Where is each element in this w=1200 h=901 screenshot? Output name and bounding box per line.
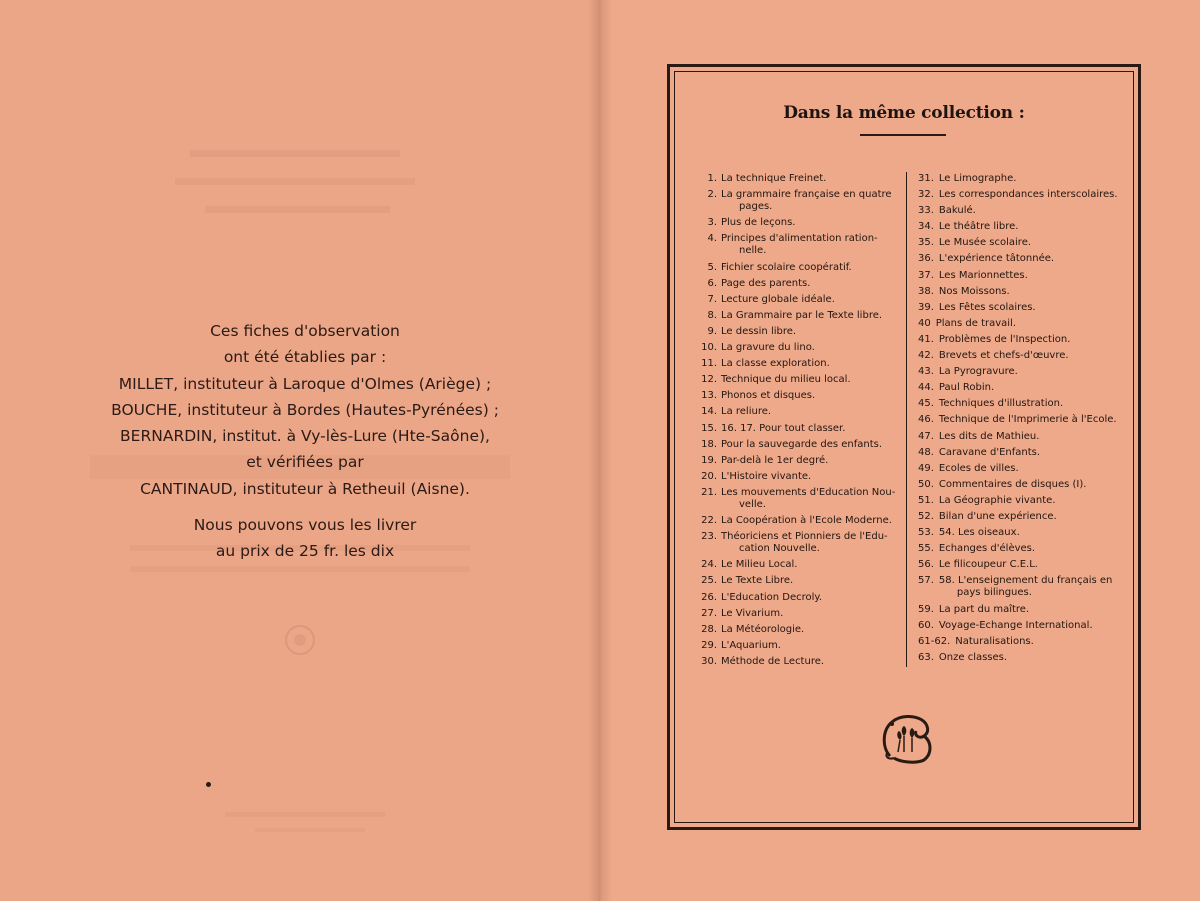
collection-item-title	[934, 348, 1130, 364]
collection-item-line: pages.	[739, 201, 773, 213]
collection-item	[695, 469, 897, 485]
collection-item-number: 36.	[918, 253, 934, 265]
collection-item-line: Caravane d'Enfants.	[938, 446, 1041, 458]
collection-item-title	[717, 308, 897, 324]
collection-item-title	[717, 171, 897, 187]
collection-item-line: Le Limographe.	[938, 173, 1017, 184]
collection-item-number: 53.	[918, 527, 934, 539]
collection-item-line: Bilan d'une expérience.	[938, 510, 1057, 522]
collection-item-number: 59.	[918, 603, 934, 615]
collection-item-number: 34.	[918, 221, 934, 233]
collection-item	[918, 364, 1130, 380]
collection-item-line: L'expérience tâtonnée.	[938, 253, 1055, 265]
collection-item-title	[717, 260, 897, 276]
collection-item-line: Technique du milieu local.	[721, 374, 851, 386]
collection-item	[918, 396, 1130, 412]
collection-item	[695, 260, 897, 276]
collection-item-number: 12.	[701, 374, 717, 386]
collection-item	[695, 388, 897, 404]
collection-item-line: Naturalisations.	[955, 635, 1034, 647]
collection-item	[918, 650, 1130, 666]
collection-item-line: La Pyrogravure.	[938, 366, 1018, 378]
collection-item-line: Echanges d'élèves.	[938, 543, 1036, 555]
collection-item	[695, 590, 897, 606]
collection-item-title	[934, 412, 1130, 428]
collection-item-title	[934, 429, 1130, 445]
collection-item	[695, 171, 897, 187]
collection-item-line: velle.	[739, 498, 766, 510]
collection-item-title	[717, 276, 897, 292]
collection-item-title	[934, 332, 1130, 348]
collection-item-number: 26.	[701, 591, 717, 603]
collection-item-line: Commentaires de disques (I).	[938, 478, 1087, 490]
collection-item-line: 58. L'enseignement du français en	[938, 575, 1113, 587]
collection-item-title	[717, 622, 897, 638]
collection-item-title	[934, 461, 1130, 477]
collection-item	[918, 573, 1130, 601]
collection-item-number: 19.	[701, 454, 717, 466]
collection-item	[695, 356, 897, 372]
collection-item	[695, 485, 897, 513]
collection-item-line: 16. 17. Pour tout classer.	[721, 422, 846, 434]
collection-item-line: L'Histoire vivante.	[721, 470, 812, 482]
collection-item-title	[934, 171, 1130, 187]
collection-item-number: 29.	[701, 639, 717, 651]
collection-item-number: 60.	[918, 619, 934, 631]
collection-item	[695, 557, 897, 573]
collection-item-number: 24.	[701, 559, 717, 571]
collection-item-line: La technique Freinet.	[721, 173, 827, 184]
collection-item-title	[934, 541, 1130, 557]
collection-item-title	[934, 235, 1130, 251]
collection-item-line: Onze classes.	[938, 651, 1008, 663]
credits-line: BERNARDIN, institut. à Vy-lès-Lure (Hte-Saône),	[120, 427, 490, 446]
collection-item	[695, 437, 897, 453]
collection-item-number: 6.	[707, 277, 717, 289]
column-divider	[906, 172, 907, 667]
collection-item-line: Les Marionnettes.	[938, 269, 1028, 281]
collection-item	[918, 634, 1130, 650]
collection-item-number: 28.	[701, 623, 717, 635]
collection-item-title	[934, 618, 1130, 634]
page-fold	[588, 0, 612, 901]
collection-item-title	[717, 421, 897, 437]
collection-item-number: 21.	[701, 486, 717, 498]
collection-item-number: 27.	[701, 607, 717, 619]
collection-item-title	[934, 477, 1130, 493]
collection-item-title	[934, 525, 1130, 541]
collection-item	[695, 231, 897, 259]
collection-item	[918, 187, 1130, 203]
collection-item-line: Le filicoupeur C.E.L.	[938, 559, 1038, 571]
collection-item-title	[931, 316, 1130, 332]
collection-item-number: 39.	[918, 301, 934, 313]
collection-item	[695, 638, 897, 654]
collection-item-title	[717, 485, 897, 513]
floral-ornament-icon	[880, 712, 936, 764]
collection-item-line: Fichier scolaire coopératif.	[721, 261, 852, 273]
collection-item-number: 61-62.	[918, 635, 951, 647]
collection-item	[695, 404, 897, 420]
collection-item-title	[934, 573, 1130, 601]
credits-line: CANTINAUD, instituteur à Retheuil (Aisne).	[140, 479, 470, 498]
collection-list-right	[918, 171, 1130, 666]
collection-item-number: 63.	[918, 651, 934, 663]
collection-item-line: Ecoles de villes.	[938, 462, 1019, 474]
collection-item-line: Nos Moissons.	[938, 285, 1010, 297]
collection-item-number: 35.	[918, 237, 934, 249]
collection-item-line: Le théâtre libre.	[938, 221, 1019, 233]
collection-item-number: 51.	[918, 494, 934, 506]
collection-item-number: 52.	[918, 510, 934, 522]
credits-block	[95, 318, 515, 565]
collection-item-title	[717, 557, 897, 573]
collection-item	[918, 525, 1130, 541]
collection-item-title	[717, 513, 897, 529]
collection-item-title	[934, 509, 1130, 525]
collection-item-title	[717, 453, 897, 469]
collection-item	[918, 618, 1130, 634]
collection-item	[695, 292, 897, 308]
collection-item	[918, 557, 1130, 573]
collection-item-line: Plans de travail.	[935, 317, 1017, 329]
collection-item-number: 42.	[918, 350, 934, 362]
collection-item-number: 40	[918, 317, 931, 329]
collection-item-number: 8.	[707, 309, 717, 321]
collection-item-line: Plus de leçons.	[721, 217, 796, 229]
collection-item	[918, 171, 1130, 187]
collection-item	[918, 412, 1130, 428]
collection-item-line: cation Nouvelle.	[739, 543, 820, 555]
collection-item-number: 7.	[707, 293, 717, 305]
collection-item-line: nelle.	[739, 245, 767, 257]
collection-item-line: La classe exploration.	[721, 358, 830, 370]
collection-item	[918, 332, 1130, 348]
collection-item-line: Les mouvements d'Education Nou-	[721, 486, 896, 498]
collection-item-line: La Grammaire par le Texte libre.	[721, 309, 883, 321]
collection-item	[695, 513, 897, 529]
collection-item-number: 5.	[707, 261, 717, 273]
collection-item-title	[934, 187, 1130, 203]
collection-item-title	[934, 268, 1130, 284]
collection-item-number: 49.	[918, 462, 934, 474]
collection-item-number: 44.	[918, 382, 934, 394]
collection-item	[695, 606, 897, 622]
collection-item-number: 13.	[701, 390, 717, 402]
collection-item	[695, 372, 897, 388]
collection-item-title	[717, 356, 897, 372]
collection-item	[918, 348, 1130, 364]
credits-line: Ces fiches d'observation	[210, 322, 400, 340]
collection-item-title	[717, 638, 897, 654]
collection-item-line: Méthode de Lecture.	[721, 655, 825, 667]
credits-line: BOUCHE, instituteur à Bordes (Hautes-Pyrénées) ;	[111, 400, 499, 419]
collection-item-line: Paul Robin.	[938, 382, 995, 394]
collection-item-number: 18.	[701, 438, 717, 450]
collection-item	[918, 316, 1130, 332]
collection-item-line: La Météorologie.	[721, 623, 805, 635]
collection-item-line: Brevets et chefs-d'œuvre.	[938, 350, 1069, 362]
collection-item-number: 38.	[918, 285, 934, 297]
collection-item-line: Les correspondances interscolaires.	[938, 189, 1118, 201]
collection-list-left	[695, 171, 897, 670]
collection-item-line: Page des parents.	[721, 277, 811, 289]
collection-item-title	[717, 292, 897, 308]
collection-item-line: Les Fêtes scolaires.	[938, 301, 1036, 313]
collection-item	[918, 429, 1130, 445]
collection-item-line: Principes d'alimentation ration-	[721, 233, 878, 245]
collection-item-number: 25.	[701, 575, 717, 587]
collection-item	[918, 251, 1130, 267]
collection-item	[695, 187, 897, 215]
collection-item-line: La reliure.	[721, 406, 772, 418]
collection-item-line: Technique de l'Imprimerie à l'Ecole.	[938, 414, 1117, 426]
collection-item-line: Les dits de Mathieu.	[938, 430, 1040, 442]
collection-item-number: 23.	[701, 531, 717, 543]
collection-item-line: Le Musée scolaire.	[938, 237, 1032, 249]
collection-item	[918, 380, 1130, 396]
collection-item-number: 56.	[918, 559, 934, 571]
price-line: Nous pouvons vous les livrer	[193, 516, 417, 535]
collection-item-title	[934, 602, 1130, 618]
collection-item-title	[934, 493, 1130, 509]
collection-item-line: Le Vivarium.	[721, 607, 784, 619]
collection-item-number: 48.	[918, 446, 934, 458]
credits-line: et vérifiées par	[246, 453, 364, 472]
collection-item	[695, 421, 897, 437]
collection-item-line: Le Milieu Local.	[721, 559, 798, 571]
collection-item-title	[717, 606, 897, 622]
collection-item-line: Voyage-Echange International.	[938, 619, 1093, 631]
collection-item-number: 37.	[918, 269, 934, 281]
collection-item	[695, 276, 897, 292]
collection-item-line: Pour la sauvegarde des enfants.	[721, 438, 883, 450]
collection-item	[918, 461, 1130, 477]
collection-item-title	[934, 284, 1130, 300]
collection-item	[695, 622, 897, 638]
collection-item-line: Bakulé.	[938, 205, 976, 217]
collection-item	[695, 529, 897, 557]
collection-item-line: Théoriciens et Pionniers de l'Edu-	[721, 531, 888, 543]
ink-dot	[206, 782, 211, 787]
collection-item	[918, 203, 1130, 219]
collection-item	[695, 215, 897, 231]
collection-item-title	[934, 445, 1130, 461]
collection-item-line: Le Texte Libre.	[721, 575, 794, 587]
collection-item-title	[934, 219, 1130, 235]
collection-item-title	[717, 469, 897, 485]
collection-item	[918, 602, 1130, 618]
collection-item	[918, 541, 1130, 557]
collection-item-title	[934, 650, 1130, 666]
collection-item-title	[934, 396, 1130, 412]
title-underline	[860, 134, 946, 136]
collection-item-line: Le dessin libre.	[721, 325, 797, 337]
collection-item-title	[717, 437, 897, 453]
collection-item-number: 30.	[701, 655, 717, 667]
collection-item-number: 14.	[701, 406, 717, 418]
collection-item	[695, 453, 897, 469]
collection-item	[695, 340, 897, 356]
collection-item-line: La Géographie vivante.	[938, 494, 1056, 506]
collection-item-number: 15.	[701, 422, 717, 434]
collection-item-title	[717, 187, 897, 215]
collection-item-title	[717, 573, 897, 589]
collection-item	[918, 268, 1130, 284]
collection-item	[918, 493, 1130, 509]
collection-item-number: 31.	[918, 173, 934, 184]
collection-item	[695, 308, 897, 324]
collection-item-title	[717, 388, 897, 404]
price-line: au prix de 25 fr. les dix	[215, 542, 395, 561]
collection-item	[918, 219, 1130, 235]
collection-item	[918, 284, 1130, 300]
collection-item-title	[717, 404, 897, 420]
collection-item-line: La part du maître.	[938, 603, 1030, 615]
collection-item-number: 11.	[701, 358, 717, 370]
collection-item-title	[717, 340, 897, 356]
collection-item-line: Phonos et disques.	[721, 390, 816, 402]
collection-item-title	[950, 634, 1130, 650]
collection-item-number: 45.	[918, 398, 934, 410]
collection-item-title	[717, 372, 897, 388]
collection-item-number: 46.	[918, 414, 934, 426]
collection-item-title	[717, 654, 897, 670]
collection-item-title	[717, 215, 897, 231]
collection-item-title	[717, 590, 897, 606]
collection-item-number: 57.	[918, 575, 934, 587]
collection-item-number: 20.	[701, 470, 717, 482]
collection-item-line: L'Aquarium.	[721, 639, 781, 651]
collection-item-number: 3.	[707, 217, 717, 229]
collection-item-line: La gravure du lino.	[721, 342, 815, 354]
credits-line: ont été établies par :	[223, 348, 387, 367]
collection-item	[695, 324, 897, 340]
collection-item	[918, 300, 1130, 316]
collection-item-title	[717, 231, 897, 259]
collection-item-number: 50.	[918, 478, 934, 490]
collection-item-line: L'Education Decroly.	[721, 591, 823, 603]
collection-item-line: pays bilingues.	[956, 587, 1032, 599]
collection-item-number: 2.	[707, 189, 717, 201]
collection-item-line: Techniques d'illustration.	[938, 398, 1064, 410]
collection-item-title	[934, 251, 1130, 267]
collection-item-title	[934, 300, 1130, 316]
collection-item-title	[717, 324, 897, 340]
collection-item	[918, 477, 1130, 493]
collection-item-number: 4.	[707, 233, 717, 245]
collection-item-number: 9.	[707, 325, 717, 337]
collection-item-number: 22.	[701, 515, 717, 527]
collection-item	[918, 235, 1130, 251]
collection-item-line: La grammaire française en quatre	[721, 189, 892, 201]
collection-item-number: 32.	[918, 189, 934, 201]
collection-item-line: 54. Les oiseaux.	[938, 527, 1020, 539]
collection-item-number: 10.	[701, 342, 717, 354]
collection-item-title	[934, 380, 1130, 396]
collection-item-number: 33.	[918, 205, 934, 217]
credits-line: MILLET, instituteur à Laroque d'Olmes (Ariège) ;	[118, 374, 492, 393]
collection-item-number: 43.	[918, 366, 934, 378]
collection-item	[918, 445, 1130, 461]
collection-item-line: La Coopération à l'Ecole Moderne.	[721, 515, 892, 527]
collection-item-line: Problèmes de l'Inspection.	[938, 333, 1071, 345]
collection-item-number: 41.	[918, 333, 934, 345]
collection-title: Dans la même collection :	[783, 103, 1025, 123]
collection-item	[695, 654, 897, 670]
collection-item-title	[934, 557, 1130, 573]
collection-item-line: Lecture globale idéale.	[721, 293, 835, 305]
collection-item-title	[934, 203, 1130, 219]
collection-item	[918, 509, 1130, 525]
collection-item-title	[717, 529, 897, 557]
collection-item-number: 47.	[918, 430, 934, 442]
faded-seal-icon	[282, 622, 318, 658]
collection-item-title	[934, 364, 1130, 380]
collection-item-number: 55.	[918, 543, 934, 555]
collection-item-number: 1.	[707, 173, 717, 184]
collection-item	[695, 573, 897, 589]
collection-item-line: Par-delà le 1er degré.	[721, 454, 829, 466]
